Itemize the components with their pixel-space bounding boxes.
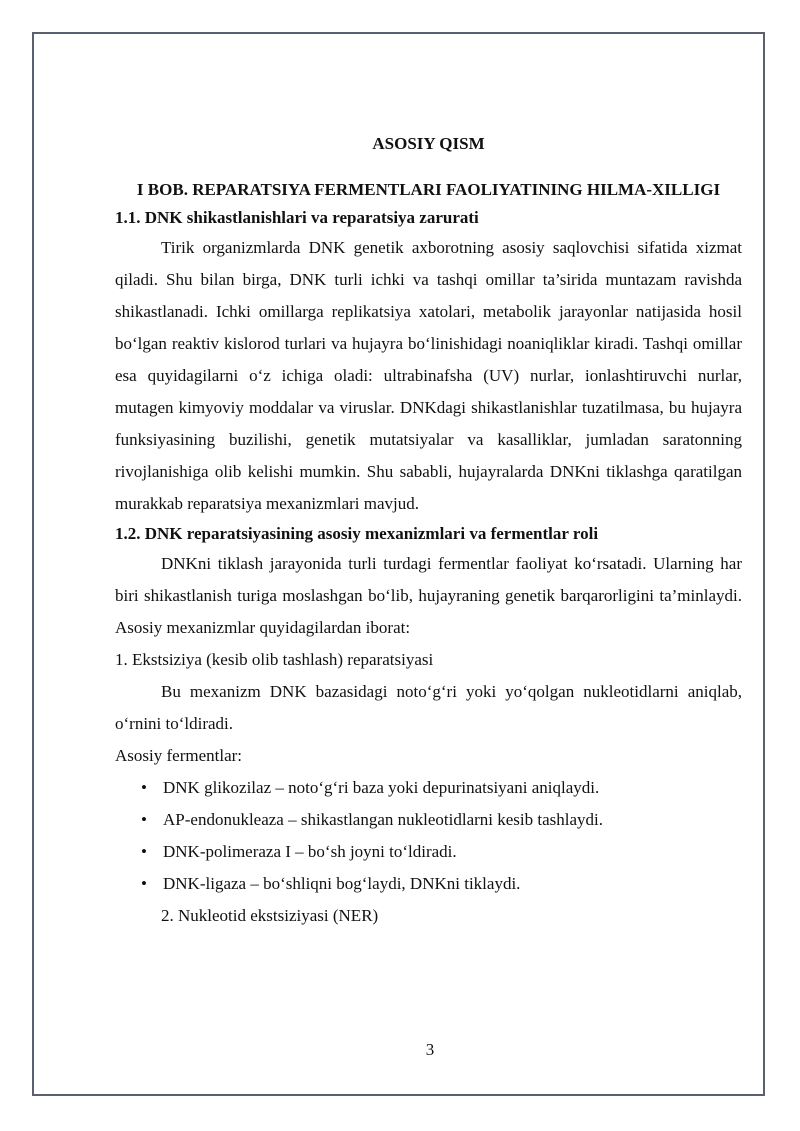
document-body — [115, 130, 742, 932]
enzymes-label: Asosiy fermentlar: — [115, 746, 242, 765]
bullet-icon: • — [141, 874, 147, 893]
paragraph-3: Bu mexanizm DNK bazasidagi noto‘g‘ri yoki yo‘qolgan nukleotidlarni aniqlab, o‘rnini to‘ldiradi. — [115, 682, 742, 733]
section-title: ASOSIY QISM — [372, 134, 485, 153]
enzyme-list — [115, 772, 742, 900]
list-item: • DNK-ligaza – bo‘shliqni bog‘laydi, DNKni tiklaydi. — [115, 868, 742, 900]
bullet-icon: • — [141, 810, 147, 829]
paragraph-1: Tirik organizmlarda DNK genetik axborotning asosiy saqlovchisi sifatida xizmat qiladi. Shu bilan birga, DNK turli ichki va tashqi omillar ta’sirida muntazam ravishda shikastlanadi. Ichki omillarga replikatsiya xatolari, metabolik jarayonlar natijasida hosil bo‘lgan reaktiv kislorod turlari va hujayra bo‘linishidagi noaniqliklar kiradi. Tashqi omillar esa quyidagilarni o‘z ichiga oladi: ultrabinafsha (UV) nurlar, ionlashtiruvchi nurlar, mutagen kimyoviy moddalar va viruslar. DNKdagi shikastlanishlar tuzatilmasa, bu hujayra funksiyasining buzilishi, genetik mutatsiyalar va kasalliklar, jumladan saratonning rivojlanishiga olib kelishi mumkin. Shu sababli, hujayralarda DNKni tiklashga qaratilgan murakkab reparatsiya mexanizmlari mavjud. — [115, 238, 742, 513]
bullet-icon: • — [141, 842, 147, 861]
list-item: • DNK-polimeraza I – bo‘sh joyni to‘ldiradi. — [115, 836, 742, 868]
subsection-title-2: 1.2. DNK reparatsiyasining asosiy mexanizmlari va fermentlar roli — [115, 524, 599, 543]
subsection-title-1: 1.1. DNK shikastlanishlari va reparatsiya zarurati — [115, 208, 479, 227]
chapter-title: I BOB. REPARATSIYA FERMENTLARI FAOLIYATINING HILMA-XILLIGI — [136, 180, 721, 199]
mechanism-1-title: 1. Ekstsiziya (kesib olib tashlash) reparatsiyasi — [115, 650, 434, 669]
bullet-icon: • — [141, 778, 147, 797]
mechanism-2-title: 2. Nukleotid ekstsiziyasi (NER) — [161, 906, 379, 925]
page-number: 3 — [425, 1040, 435, 1059]
list-item: • DNK glikozilaz – noto‘g‘ri baza yoki depurinatsiyani aniqlaydi. — [115, 772, 742, 804]
paragraph-2: DNKni tiklash jarayonida turli turdagi fermentlar faoliyat ko‘rsatadi. Ularning har biri shikastlanish turiga moslashgan bo‘lib, hujayraning genetik barqarorligini ta’minlaydi. Asosiy mexanizmlar quyidagilardan iborat: — [115, 554, 742, 637]
list-item: • AP-endonukleaza – shikastlangan nukleotidlarni kesib tashlaydi. — [115, 804, 742, 836]
